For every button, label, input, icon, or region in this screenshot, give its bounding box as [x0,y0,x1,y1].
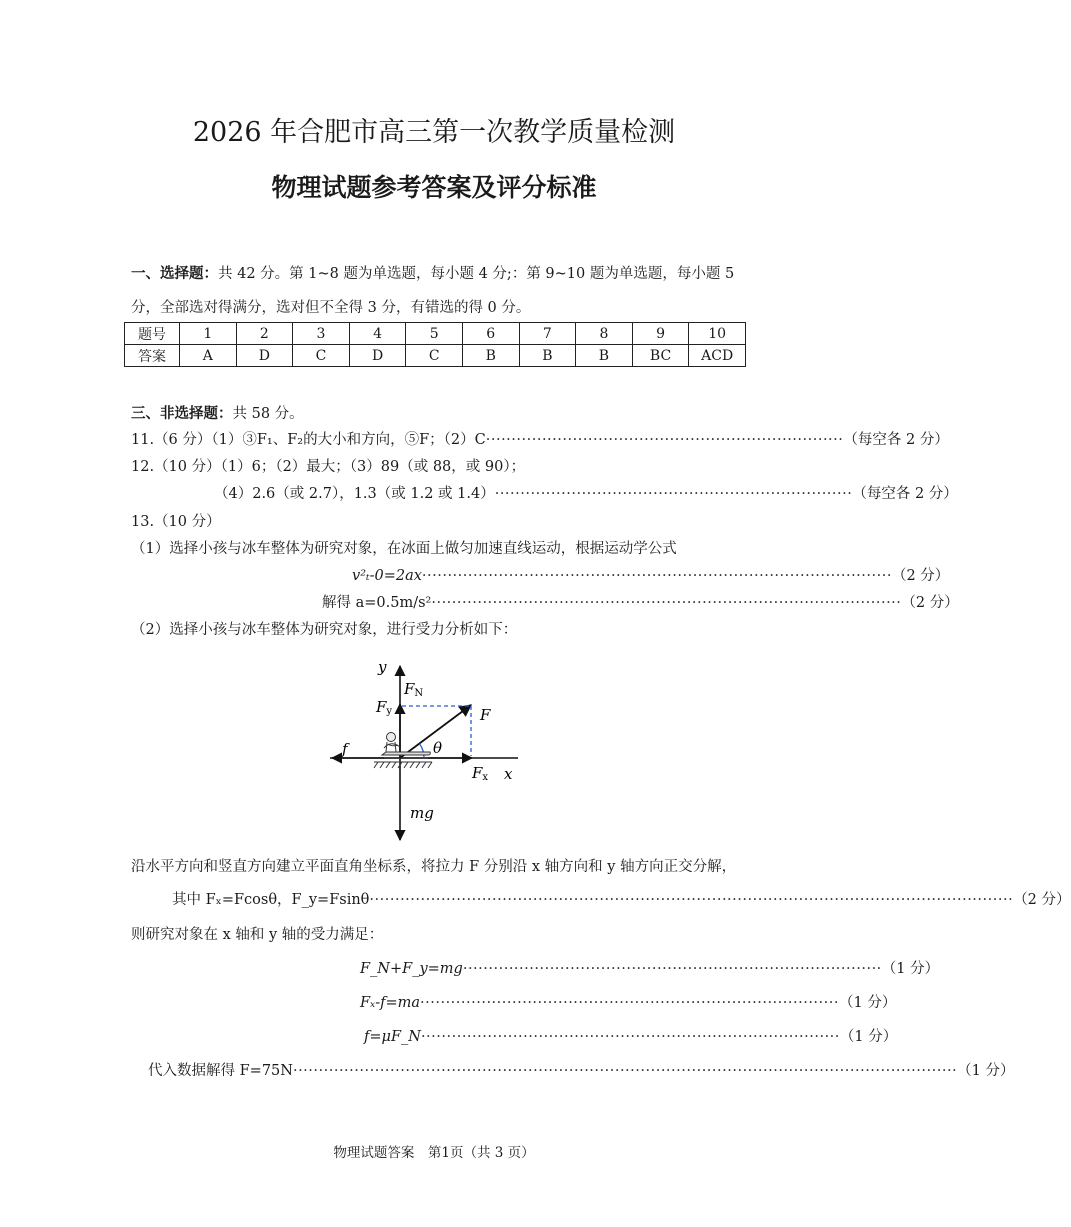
equation: v²ₜ-0=2ax [352,568,422,584]
table-cell: 10 [689,323,746,345]
table-cell: 3 [293,323,350,345]
section3-line [131,402,304,423]
dot-leader: ·················································································· [420,1029,840,1045]
answer-table [124,322,746,367]
score: （1 分） [838,995,897,1011]
table-header-number: 题号 [125,323,180,345]
q13-eq5 [360,991,897,1012]
q13-eq7 [148,1059,1015,1080]
table-cell: B [519,345,576,367]
score: （2 分） [901,595,959,611]
q13-part2: （2）选择小孩与冰车整体为研究对象，进行受力分析如下： [131,622,518,638]
q12-text: （4）2.6（或 2.7），1.3（或 1.2 或 1.4） [214,486,495,502]
equation: F_N+F_y=mg [360,961,463,977]
table-cell: 2 [236,323,293,345]
table-cell: B [462,345,519,367]
page-subtitle: 物理试题参考答案及评分标准 [271,173,597,202]
dot-leader: ······································································ [485,432,844,448]
table-cell: ACD [689,345,746,367]
score: （1 分） [957,1063,1015,1079]
table-cell: BC [632,345,689,367]
table-cell: D [349,345,406,367]
q13-head: 13.（10 分） [131,514,221,530]
label-y: y [378,658,387,676]
q13-part4: 则研究对象在 x 轴和 y 轴的受力满足： [131,927,384,943]
score: （1 分） [839,1029,898,1045]
theta-arc [420,744,425,758]
section1-text: 共 42 分。第 1~8 题为单选题，每小题 4 分;：第 9~10 题为单选题，每小题 5 [218,266,735,282]
section3-heading: 三、非选择题： [131,406,233,422]
table-cell: A [180,345,237,367]
table-cell: 6 [462,323,519,345]
child-on-sled-icon [382,733,430,759]
table-cell: C [293,345,350,367]
dot-leader: ···························································································· [421,568,892,584]
table-cell: B [576,345,633,367]
table-row-answers [125,345,746,367]
page-title: 2026 年合肥市高三第一次教学质量检测 [192,117,676,148]
score: （2 分） [891,568,950,584]
q13-part1: （1）选择小孩与冰车整体为研究对象，在冰面上做匀加速直线运动，根据运动学公式 [131,541,677,557]
label-theta: θ [433,739,443,757]
dot-leader: ·································································································································· [292,1063,958,1079]
dot-leader: ······························································································································ [369,892,1014,908]
equation: 代入数据解得 F=75N [148,1063,293,1079]
table-cell: 4 [349,323,406,345]
equation: f=μF_N [364,1029,421,1045]
q13-eq3 [172,888,1071,909]
section1-line1 [131,262,734,283]
page-footer: 物理试题答案 第1页（共 3 页） [333,1145,535,1161]
dot-leader: ······································································ [494,486,853,502]
q13-eq2 [322,591,959,612]
q11-line [131,428,949,449]
dot-leader: ·················································································· [420,995,839,1011]
table-cell: D [236,345,293,367]
ground-hatch [374,762,432,768]
equation: 解得 a=0.5m/s² [322,595,432,611]
table-row-numbers [125,323,746,345]
table-cell: C [406,345,463,367]
label-f-pull: F [480,706,491,724]
label-fn: FN [404,680,424,699]
label-friction: f [342,740,348,758]
q12-line2 [214,482,958,503]
q13-eq1 [352,564,950,585]
score: （2 分） [1013,892,1071,908]
q13-eq4 [360,957,940,978]
label-fy: Fy [376,698,393,717]
q12-score: （每空各 2 分） [852,486,958,502]
q11-score: （每空各 2 分） [843,432,949,448]
dot-leader: ···························································································· [431,595,902,611]
force-diagram [320,652,540,844]
label-x: x [504,765,513,783]
table-cell: 5 [406,323,463,345]
table-header-answer: 答案 [125,345,180,367]
section1-heading: 一、选择题： [131,266,218,282]
table-cell: 7 [519,323,576,345]
section3-text: 共 58 分。 [232,406,304,422]
label-mg: mg [410,804,434,822]
table-cell: 8 [576,323,633,345]
label-fx: Fx [472,764,489,783]
q11-text: 11.（6 分）（1）③F₁、F₂的大小和方向，⑤F；（2）C [131,432,486,448]
q12-line1: 12.（10 分）（1）6；（2）最大；（3）89（或 88，或 90）； [131,459,526,475]
score: （1 分） [881,961,940,977]
equation: Fₓ-f=ma [360,995,421,1011]
q13-part3: 沿水平方向和竖直方向建立平面直角坐标系，将拉力 F 分别沿 x 轴方向和 y 轴方向正交分解， [131,859,737,875]
table-cell: 9 [632,323,689,345]
section1-line2: 分，全部选对得满分，选对但不全得 3 分，有错选的得 0 分。 [131,300,531,316]
table-cell: 1 [180,323,237,345]
dot-leader: ·················································································· [462,961,882,977]
q13-eq6 [364,1025,898,1046]
equation: 其中 Fₓ=Fcosθ，F_y=Fsinθ [172,892,370,908]
